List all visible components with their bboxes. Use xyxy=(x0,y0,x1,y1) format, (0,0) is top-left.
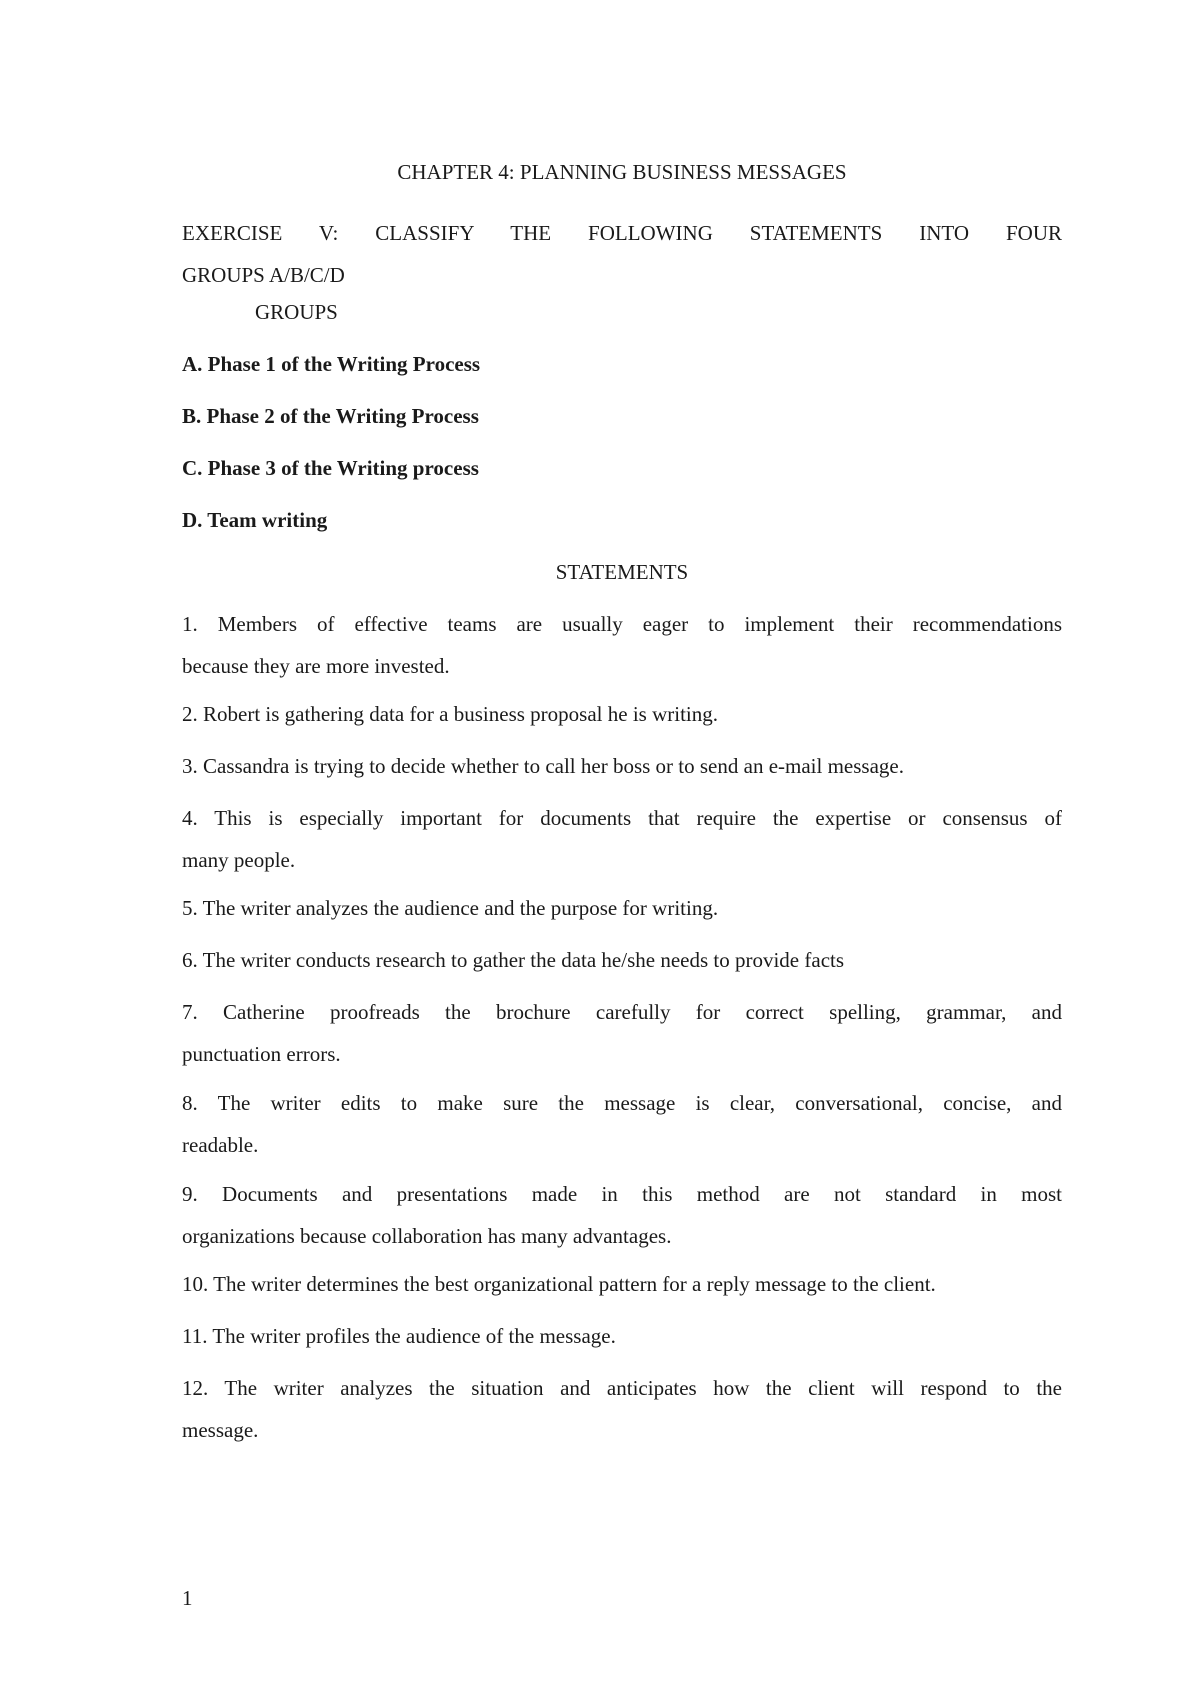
statement-4 xyxy=(182,797,1062,881)
statement-4-line-2: many people. xyxy=(182,848,296,872)
exercise-line-2: GROUPS A/B/C/D xyxy=(182,263,345,287)
statement-8 xyxy=(182,1082,1062,1166)
statement-11: 11. The writer profiles the audience of the message. xyxy=(182,1324,616,1348)
statement-9-line-2: organizations because collaboration has many advantages. xyxy=(182,1224,672,1248)
statement-8-line-2: readable. xyxy=(182,1133,259,1157)
statement-1-line-1: 1. Members of effective teams are usually eager to implement their recommendations xyxy=(182,612,1062,636)
statement-10: 10. The writer determines the best organizational pattern for a reply message to the client. xyxy=(182,1272,936,1296)
statement-7-line-1: 7. Catherine proofreads the brochure carefully for correct spelling, grammar, and xyxy=(182,1000,1062,1024)
exercise-instruction xyxy=(182,212,1062,296)
statement-9 xyxy=(182,1173,1062,1257)
exercise-line-1: EXERCISE V: CLASSIFY THE FOLLOWING STATEMENTS INTO FOUR xyxy=(182,221,1062,245)
statement-8-line-1: 8. The writer edits to make sure the message is clear, conversational, concise, and xyxy=(182,1091,1062,1115)
statement-7 xyxy=(182,991,1062,1075)
statement-6: 6. The writer conducts research to gather the data he/she needs to provide facts xyxy=(182,948,845,972)
groups-heading: GROUPS xyxy=(255,300,338,324)
statement-5: 5. The writer analyzes the audience and the purpose for writing. xyxy=(182,896,719,920)
statement-12 xyxy=(182,1367,1062,1451)
page-number: 1 xyxy=(182,1586,193,1610)
statement-4-line-1: 4. This is especially important for documents that require the expertise or consensus of xyxy=(182,806,1062,830)
statement-1 xyxy=(182,603,1062,687)
statement-3: 3. Cassandra is trying to decide whether to call her boss or to send an e-mail message. xyxy=(182,754,904,778)
group-item-a: A. Phase 1 of the Writing Process xyxy=(182,352,481,376)
statement-9-line-1: 9. Documents and presentations made in this method are not standard in most xyxy=(182,1182,1062,1206)
statement-2: 2. Robert is gathering data for a business proposal he is writing. xyxy=(182,702,718,726)
statement-7-line-2: punctuation errors. xyxy=(182,1042,341,1066)
statement-1-line-2: because they are more invested. xyxy=(182,654,450,678)
statement-12-line-2: message. xyxy=(182,1418,259,1442)
group-item-d: D. Team writing xyxy=(182,508,328,532)
statements-heading: STATEMENTS xyxy=(555,560,689,584)
statement-12-line-1: 12. The writer analyzes the situation and anticipates how the client will respond to the xyxy=(182,1376,1062,1400)
group-item-b: B. Phase 2 of the Writing Process xyxy=(182,404,479,428)
chapter-title: CHAPTER 4: PLANNING BUSINESS MESSAGES xyxy=(397,160,847,184)
group-item-c: C. Phase 3 of the Writing process xyxy=(182,456,479,480)
